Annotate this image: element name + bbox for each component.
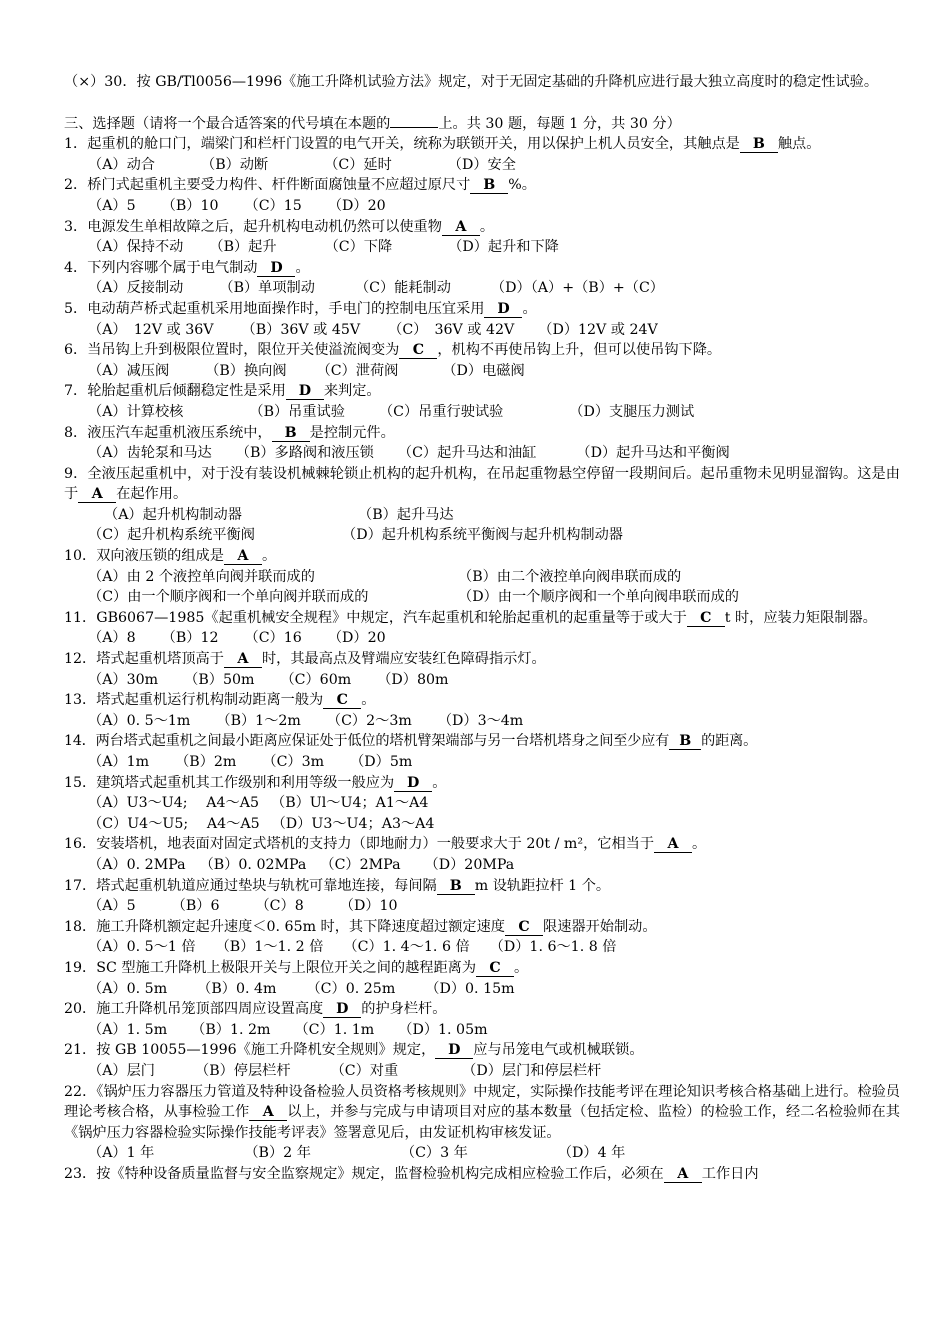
- option: （B）换向阀: [205, 362, 287, 379]
- option: （A）动合: [88, 156, 155, 173]
- options-10b: [64, 587, 900, 608]
- answer: A: [249, 1105, 287, 1121]
- option: （A）5: [88, 898, 136, 915]
- answer: D: [257, 261, 295, 277]
- question-16: 16．安装塔机，地表面对固定式塔机的支持力（即地耐力）一般要求大于 20t / m²，它相当于 A 。: [64, 836, 707, 853]
- option: （C）由一个顺序阀和一个单向阀并联而成的: [88, 589, 369, 606]
- answer: D: [394, 776, 432, 792]
- options-9b: [64, 525, 900, 546]
- option: （C）U4～U5; A4～A5: [88, 815, 260, 832]
- answer: A: [664, 1167, 702, 1183]
- option: （C）3 年: [400, 1145, 468, 1162]
- answer: B: [437, 879, 475, 895]
- option: （A）1m: [88, 754, 150, 770]
- option: （A）0. 5～1 倍: [88, 939, 196, 956]
- options-22: [64, 1143, 900, 1164]
- options-6: [64, 361, 900, 382]
- options-8: [64, 443, 900, 464]
- question-23: 23．按《特种设备质量监督与安全监察规定》规定，监督检验机构完成相应检验工作后，必须在 A 工作日内: [64, 1165, 759, 1182]
- question-2: 2．桥门式起重机主要受力构件、杆件断面腐蚀量不应超过原尺寸 B %。: [64, 177, 536, 194]
- option: （C）16: [244, 630, 302, 647]
- option: （A）0. 2MPa: [88, 856, 186, 873]
- option: （B）吊重试验: [249, 403, 345, 420]
- options-15a: [64, 793, 900, 814]
- question-5: 5．电动葫芦桥式起重机采用地面操作时，手电门的控制电压宜采用 D 。: [64, 300, 537, 317]
- question-14: 14．两台塔式起重机之间最小距离应保证处于低位的塔机臂架端部与另一台塔机塔身之间至少应有 B 的距离。: [64, 733, 758, 750]
- option: （B）1～1. 2 倍: [215, 939, 324, 956]
- option: （D）20: [327, 630, 386, 647]
- option: （A）1 年: [88, 1145, 155, 1162]
- option: （D）起升机构系统平衡阀与起升机构制动器: [342, 527, 623, 544]
- option: （A）U3～U4; A4～A5: [88, 795, 259, 812]
- answer: B: [272, 426, 310, 442]
- question-8: 8．液压汽车起重机液压系统中， B 是控制元件。: [64, 424, 395, 441]
- options-16: [64, 855, 900, 876]
- option: （C）60m: [280, 671, 352, 688]
- answer: B: [669, 734, 701, 750]
- option: （B）起升马达: [358, 506, 454, 523]
- options-20: [64, 1020, 900, 1041]
- option: （A）层门: [88, 1062, 155, 1079]
- option: （B）Ul～U4；A1～A4: [271, 795, 429, 812]
- tf-question-30: （×）30．按 GB/Tl0056—1996《施工升降机试验方法》规定，对于无固定基础的升降机应进行最大独立高度时的稳定性试验。: [64, 74, 879, 90]
- option: （B）1～2m: [216, 712, 301, 729]
- document-page: [64, 72, 900, 1184]
- section-heading: 三、选择题（请将一个最合适答案的代号填在本题的 上。共 30 题，每题 1 分，共 30 分）: [64, 113, 900, 135]
- answer: A: [78, 487, 116, 503]
- question-10: 10．双向液压锁的组成是 A 。: [64, 548, 277, 565]
- option: （A）5: [88, 197, 136, 214]
- options-7: [64, 402, 900, 423]
- option: （D）0. 15m: [425, 980, 515, 997]
- options-21: [64, 1061, 900, 1082]
- options-17: [64, 896, 900, 917]
- question-4: 4．下列内容哪个属于电气制动 D 。: [64, 259, 310, 276]
- option: （C）起升机构系统平衡阀: [88, 527, 255, 544]
- answer: B: [470, 178, 508, 194]
- option: （A）0. 5m: [88, 980, 168, 997]
- option: （D）20MPa: [424, 856, 515, 873]
- question-19: 19．SC 型施工升降机上极限开关与上限位开关之间的越程距离为 C 。: [64, 959, 529, 976]
- option: （A）0. 5～1m: [88, 712, 191, 729]
- option: （D）起升马达和平衡阀: [576, 445, 730, 462]
- option: （B）停层栏杆: [195, 1062, 291, 1079]
- option: （D）10: [339, 898, 398, 915]
- answer: A: [224, 652, 262, 668]
- answer: C: [687, 611, 725, 627]
- option: （B）0. 02MPa: [199, 856, 307, 873]
- option: （A）计算校核: [88, 403, 184, 420]
- option: （C）3m: [262, 754, 325, 770]
- option: （D）1. 05m: [398, 1021, 488, 1038]
- options-19: [64, 979, 900, 1000]
- option: （C）2～3m: [326, 712, 412, 729]
- question-15: 15．建筑塔式起重机其工作级别和利用等级一般应为 D 。: [64, 774, 447, 791]
- options-14: [64, 752, 900, 773]
- option: （D）安全: [447, 156, 516, 173]
- question-18: 18．施工升降机额定起升速度＜0. 65m 时，其下降速度超过额定速度 C 限速器开始制动。: [64, 918, 657, 935]
- option: （D）4 年: [557, 1145, 626, 1162]
- options-5: [64, 320, 900, 341]
- answer: C: [476, 961, 514, 977]
- option: （C）1. 1m: [294, 1021, 375, 1038]
- answer: D: [286, 384, 324, 400]
- question-7: 7．轮胎起重机后倾翻稳定性是采用 D 来判定。: [64, 383, 381, 400]
- option: （D）80m: [377, 671, 449, 688]
- option: （B）单项制动: [219, 280, 315, 297]
- answer: D: [484, 302, 522, 318]
- option: （C） 36V 或 42V: [388, 321, 515, 338]
- options-1: [64, 155, 900, 176]
- options-10a: [64, 567, 900, 588]
- option: （D）电磁阀: [442, 362, 525, 379]
- answer: A: [442, 220, 480, 236]
- option: （D）3～4m: [437, 712, 524, 729]
- options-3: [64, 237, 900, 258]
- option: （D）（A）+（B）+（C）: [490, 280, 664, 297]
- question-11: 11．GB6067—1985《起重机械安全规程》中规定，汽车起重机和轮胎起重机的起重量等于或大于 C t 时，应装力矩限制器。: [64, 609, 877, 626]
- option: （C）吊重行驶试验: [378, 403, 504, 420]
- answer-blank: [390, 113, 438, 128]
- option: （A）减压阀: [88, 362, 170, 379]
- option: （B）36V 或 45V: [241, 321, 361, 338]
- option: （C）对重: [330, 1062, 399, 1079]
- option: （B）50m: [184, 671, 255, 688]
- answer: C: [399, 343, 437, 359]
- option: （D）由一个顺序阀和一个单向阀串联而成的: [458, 589, 739, 606]
- answer: C: [505, 920, 543, 936]
- question-20: 20．施工升降机吊笼顶部四周应设置高度 D 的护身栏杆。: [64, 1001, 447, 1018]
- option: （B）由二个液控单向阀串联而成的: [458, 568, 682, 585]
- option: （D）起升和下降: [448, 239, 559, 256]
- question-6: 6．当吊钩上升到极限位置时，限位开关使溢流阀变为 C ，机构不再使吊钩上升，但可以使吊钩下降。: [64, 342, 722, 359]
- option: （B）0. 4m: [197, 980, 277, 997]
- option: （A）30m: [88, 671, 159, 688]
- options-11: [64, 628, 900, 649]
- option: （A）8: [88, 630, 136, 647]
- answer: D: [323, 1002, 361, 1018]
- option: （C）15: [244, 197, 302, 214]
- option: （B）多路阀和液压锁: [235, 445, 374, 462]
- option: （B）起升: [209, 239, 277, 256]
- option: （B）1. 2m: [191, 1021, 271, 1038]
- option: （D）支腿压力测试: [569, 403, 695, 420]
- question-17: 17．塔式起重机轨道应通过垫块与轨枕可靠地连接，每间隔 B m 设轨距拉杆 1 个。: [64, 877, 611, 894]
- question-22: 22．《锅炉压力容器压力管道及特种设备检验人员资格考核规则》中规定，实际操作技能考评在理论知识考核合格基础上进行。检验员理论考核合格，从事检验工作 A 以上，并参与完成与申请项目对应的基本数量（包括定检、监检）的检验工作，经二名检验师在其《锅炉压力容器检验实际操作技能考评表》签署意见后，由发证机构审核发证。: [64, 1083, 900, 1141]
- options-15b: [64, 814, 900, 835]
- option: （C）能耗制动: [354, 280, 451, 297]
- answer: D: [435, 1043, 473, 1059]
- question-1: 1．起重机的舱口门，端梁门和栏杆门设置的电气开关，统称为联锁开关，用以保护上机人员安全，其触点是 B 触点。: [64, 136, 821, 153]
- option: （C）延时: [324, 156, 392, 173]
- question-13: 13．塔式起重机运行机构制动距离一般为 C 。: [64, 692, 376, 709]
- option: （C）泄荷阀: [316, 362, 399, 379]
- option: （B）10: [161, 197, 219, 214]
- option: （D）5m: [350, 754, 413, 770]
- option: （D）U3～U4；A3～A4: [271, 815, 435, 832]
- option: （D）20: [327, 197, 386, 214]
- option: （D）1. 6～1. 8 倍: [489, 939, 617, 956]
- options-12: [64, 670, 900, 691]
- option: （D）12V 或 24V: [538, 321, 658, 338]
- option: （C）0. 25m: [306, 980, 396, 997]
- option: （C）下降: [324, 239, 393, 256]
- options-13: [64, 711, 900, 732]
- option: （A）保持不动: [88, 239, 184, 256]
- option: （C）8: [255, 898, 304, 915]
- options-2: [64, 196, 900, 217]
- question-3: 3．电源发生单相故障之后，起升机构电动机仍然可以使重物 A 。: [64, 218, 495, 235]
- option: （A）起升机构制动器: [104, 506, 242, 523]
- option: （B）动断: [201, 156, 269, 173]
- option: （A）反接制动: [88, 280, 184, 297]
- question-12: 12．塔式起重机塔顶高于 A 时，其最高点及臂端应安装红色障碍指示灯。: [64, 651, 546, 668]
- options-9a: [64, 505, 900, 526]
- answer: A: [224, 549, 262, 565]
- option: （B）6: [171, 898, 220, 915]
- options-18: [64, 937, 900, 958]
- answer: C: [323, 693, 361, 709]
- option: （A）1. 5m: [88, 1021, 168, 1038]
- option: （A）由 2 个液控单向阀并联而成的: [88, 568, 315, 585]
- option: （A）齿轮泵和马达: [88, 445, 212, 462]
- answer: A: [654, 837, 692, 853]
- options-4: [64, 278, 900, 299]
- option: （D）层门和停层栏杆: [462, 1062, 602, 1079]
- option: （B）2m: [175, 754, 237, 770]
- option: （B）12: [161, 630, 219, 647]
- option: （B）2 年: [244, 1145, 311, 1162]
- answer: B: [740, 137, 778, 153]
- question-21: 21．按 GB 10055—1996《施工升降机安全规则》规定， D 应与吊笼电气或机械联锁。: [64, 1042, 644, 1059]
- option: （C）1. 4～1. 6 倍: [343, 939, 470, 956]
- question-9: 9．全液压起重机中，对于没有装设机械棘轮锁止机构的起升机构，在吊起重物悬空停留一段期间后。起吊重物未见明显溜钩。这是由于 A 在起作用。: [64, 465, 900, 503]
- option: （C）起升马达和油缸: [397, 445, 537, 462]
- option: （A） 12V 或 36V: [88, 321, 214, 338]
- option: （C）2MPa: [320, 856, 401, 873]
